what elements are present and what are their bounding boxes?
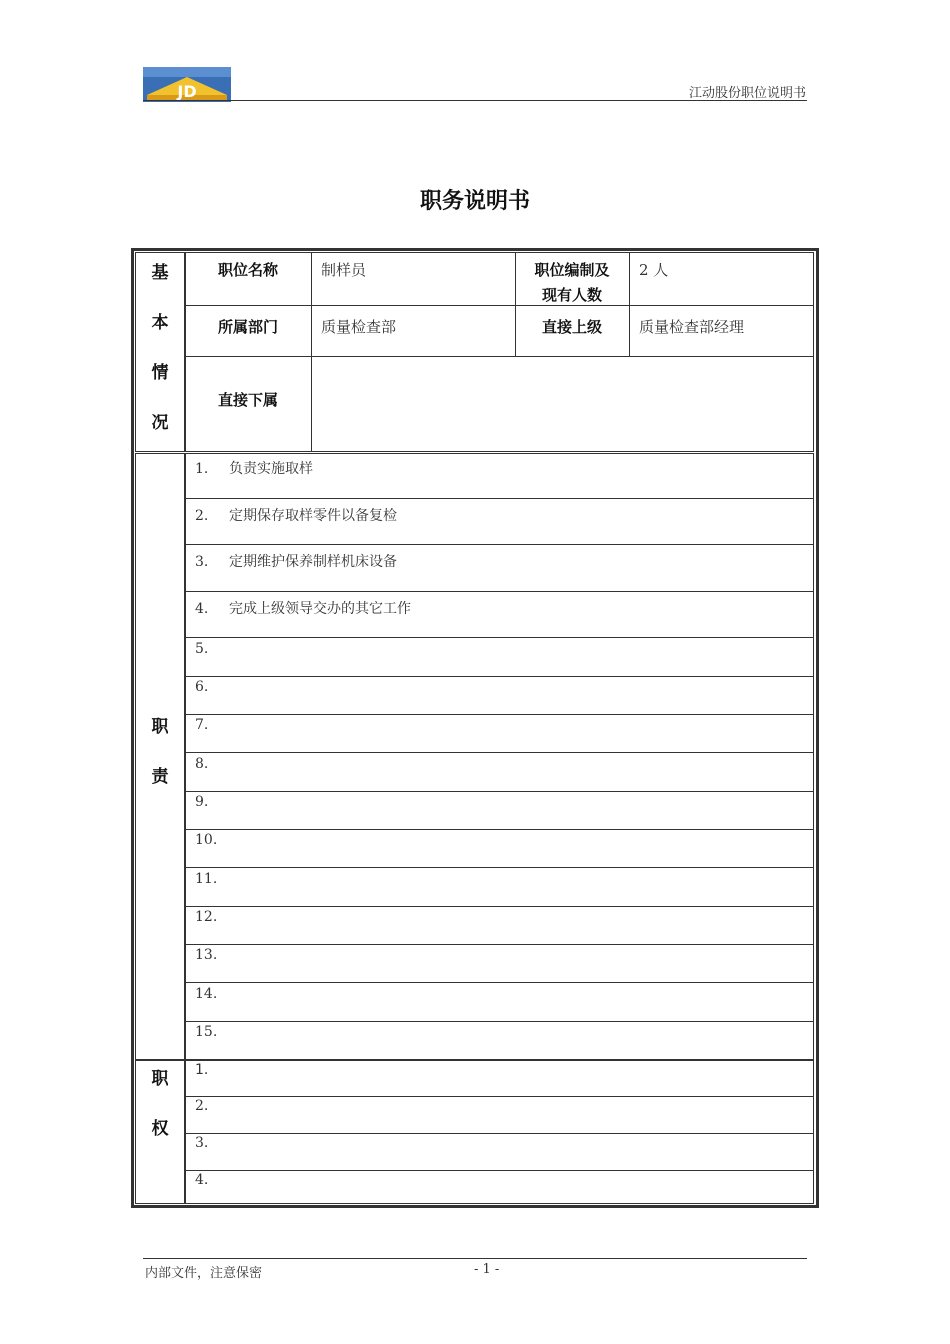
footer-rule [143,1258,807,1259]
duties-char-1: 职 [151,717,169,737]
duty-item: 4. 完成上级领导交办的其它工作 [195,601,411,617]
duty-item: 1. 负责实施取样 [195,461,313,477]
duty-item: 7. [195,717,209,733]
headcount-value: 2 人 [639,261,669,279]
superior-label: 直接上级 [541,318,602,336]
duty-item: 15. [195,1024,218,1040]
svg-text:JD: JD [177,82,197,101]
duty-item: 6. [195,679,209,695]
department-label: 所属部门 [217,318,278,336]
authority-item: 4. [195,1172,209,1188]
duty-item: 11. [195,871,218,887]
authority-item: 3. [195,1135,209,1151]
authority-char-2: 权 [151,1119,169,1139]
duty-item: 8. [195,756,209,772]
company-logo [143,67,231,102]
headcount-label-line2: 现有人数 [541,286,602,304]
duty-item: 10. [195,832,218,848]
header-rule [143,100,807,101]
duty-item: 14. [195,986,218,1002]
duties-section-label-cell [135,453,185,1060]
header-doc-title: 江动股份职位说明书 [688,86,806,101]
footer-page-number: - 1 - [474,1262,500,1277]
authority-char-1: 职 [151,1069,169,1089]
duty-item: 13. [195,947,218,963]
duty-item: 5. [195,641,209,657]
position-name-value: 制样员 [321,261,367,279]
basic-section-body [185,252,814,452]
basic-char-2: 本 [151,313,169,333]
subordinate-label: 直接下属 [217,391,278,409]
basic-char-1: 基 [151,263,169,283]
headcount-label-line1: 职位编制及 [534,261,610,279]
department-value: 质量检查部 [321,318,397,336]
basic-char-3: 情 [151,363,169,383]
duty-item: 12. [195,909,218,925]
authority-item: 1. [195,1062,209,1078]
duty-item: 3. 定期维护保养制样机床设备 [195,554,397,570]
duty-item: 2. 定期保存取样零件以备复检 [195,508,397,524]
duty-item: 9. [195,794,209,810]
authority-section-body [185,1060,814,1204]
page-title: 职务说明书 [419,189,530,214]
authority-item: 2. [195,1098,209,1114]
duties-char-2: 责 [151,767,169,787]
superior-value: 质量检查部经理 [639,318,745,336]
position-name-label: 职位名称 [217,261,278,279]
footer-confidential: 内部文件，注意保密 [145,1266,263,1281]
basic-char-4: 况 [151,413,169,433]
